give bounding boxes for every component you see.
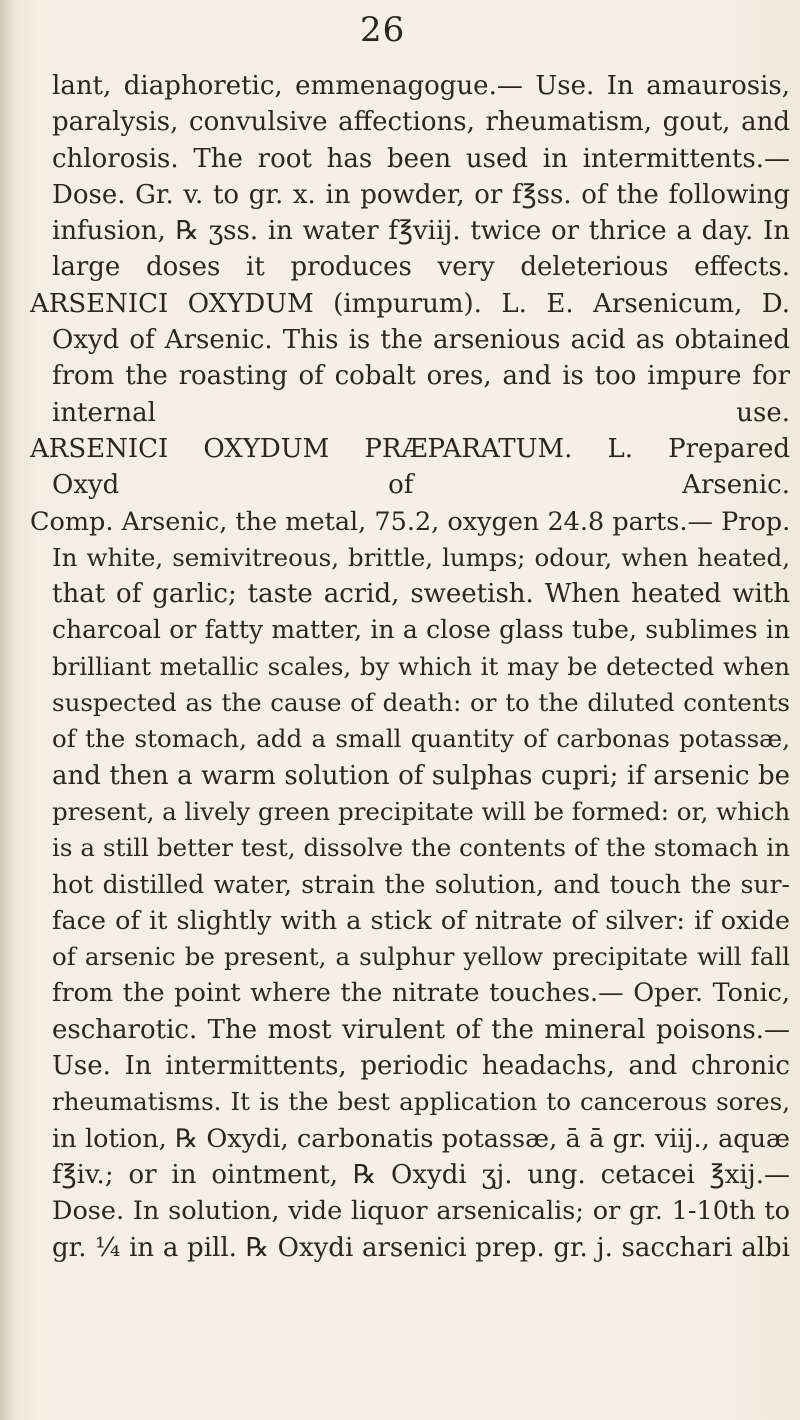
text-line: Oxyd of Arsenic. This is the arsenious acid as obtained [52, 325, 790, 356]
text-line: that of garlic; taste acrid, sweetish. When heated with [52, 579, 790, 610]
page-gutter-edge [0, 0, 14, 1420]
text-line: f℥iv.; or in ointment, ℞ Oxydi ʒj. ung. cetacei ℥xij.— [52, 1159, 790, 1190]
text-line: Dose. Gr. v. to gr. x. in powder, or f℥ss. of the following [52, 179, 790, 210]
text-line: brilliant metallic scales, by which it may be detected when [52, 651, 790, 681]
text-line: gr. ¼ in a pill. ℞ Oxydi arsenici prep. gr. j. sacchari albi [52, 1232, 790, 1263]
text-line: suspected as the cause of death: or to the diluted contents [52, 688, 790, 718]
text-line: of arsenic be present, a sulphur yellow precipitate will fall [52, 942, 790, 972]
text-line: chlorosis. The root has been used in intermittents.— [52, 143, 790, 174]
text-line: of the stomach, add a small quantity of carbonas potassæ, [52, 724, 790, 754]
text-line: face of it slightly with a stick of nitrate of silver: if oxide [52, 905, 790, 936]
text-line: ARSENICI OXYDUM PRÆPARATUM. L. Prepared [30, 433, 790, 464]
text-line: from the point where the nitrate touches.— Oper. Tonic, [52, 978, 790, 1009]
text-line: in lotion, ℞ Oxydi, carbonatis potassæ, ā ā gr. viij., aquæ [52, 1123, 790, 1154]
text-line: In white, semivitreous, brittle, lumps; odour, when heated, [52, 542, 790, 572]
text-line: from the roasting of cobalt ores, and is too impure for [52, 361, 790, 392]
text-line: Dose. In solution, vide liquor arsenicalis; or gr. 1-10th to [52, 1196, 790, 1227]
text-line: present, a lively green precipitate will be formed: or, which [52, 796, 790, 826]
text-line: escharotic. The most virulent of the mineral poisons.— [52, 1014, 790, 1045]
text-line: infusion, ℞ ʒss. in water f℥viij. twice or thrice a day. In [52, 216, 790, 247]
text-line: Comp. Arsenic, the metal, 75.2, oxygen 24.8 parts.— Prop. [30, 506, 790, 537]
text-line: large doses it produces very deleterious effects. [52, 252, 790, 283]
text-line: Oxyd of Arsenic. [52, 470, 790, 501]
text-line: internal use. [52, 397, 790, 428]
text-line: lant, diaphoretic, emmenagogue.— Use. In amaurosis, [52, 71, 790, 101]
text-line: paralysis, convulsive affections, rheumatism, gout, and [52, 107, 790, 138]
text-line: rheumatisms. It is the best application to cancerous sores, [52, 1087, 790, 1117]
text-line: charcoal or fatty matter, in a close glass tube, sublimes in [52, 615, 790, 645]
body-text [30, 68, 790, 1266]
text-line: and then a warm solution of sulphas cupri; if arsenic be [52, 760, 790, 791]
text-line: Use. In intermittents, periodic headachs, and chronic [52, 1051, 790, 1082]
text-line: is a still better test, dissolve the contents of the stomach in [52, 833, 790, 863]
page-number: 26 [360, 10, 406, 50]
text-line: ARSENICI OXYDUM (impurum). L. E. Arsenicum, D. [30, 288, 790, 319]
text-line: hot distilled water, strain the solution, and touch the sur- [52, 869, 790, 899]
